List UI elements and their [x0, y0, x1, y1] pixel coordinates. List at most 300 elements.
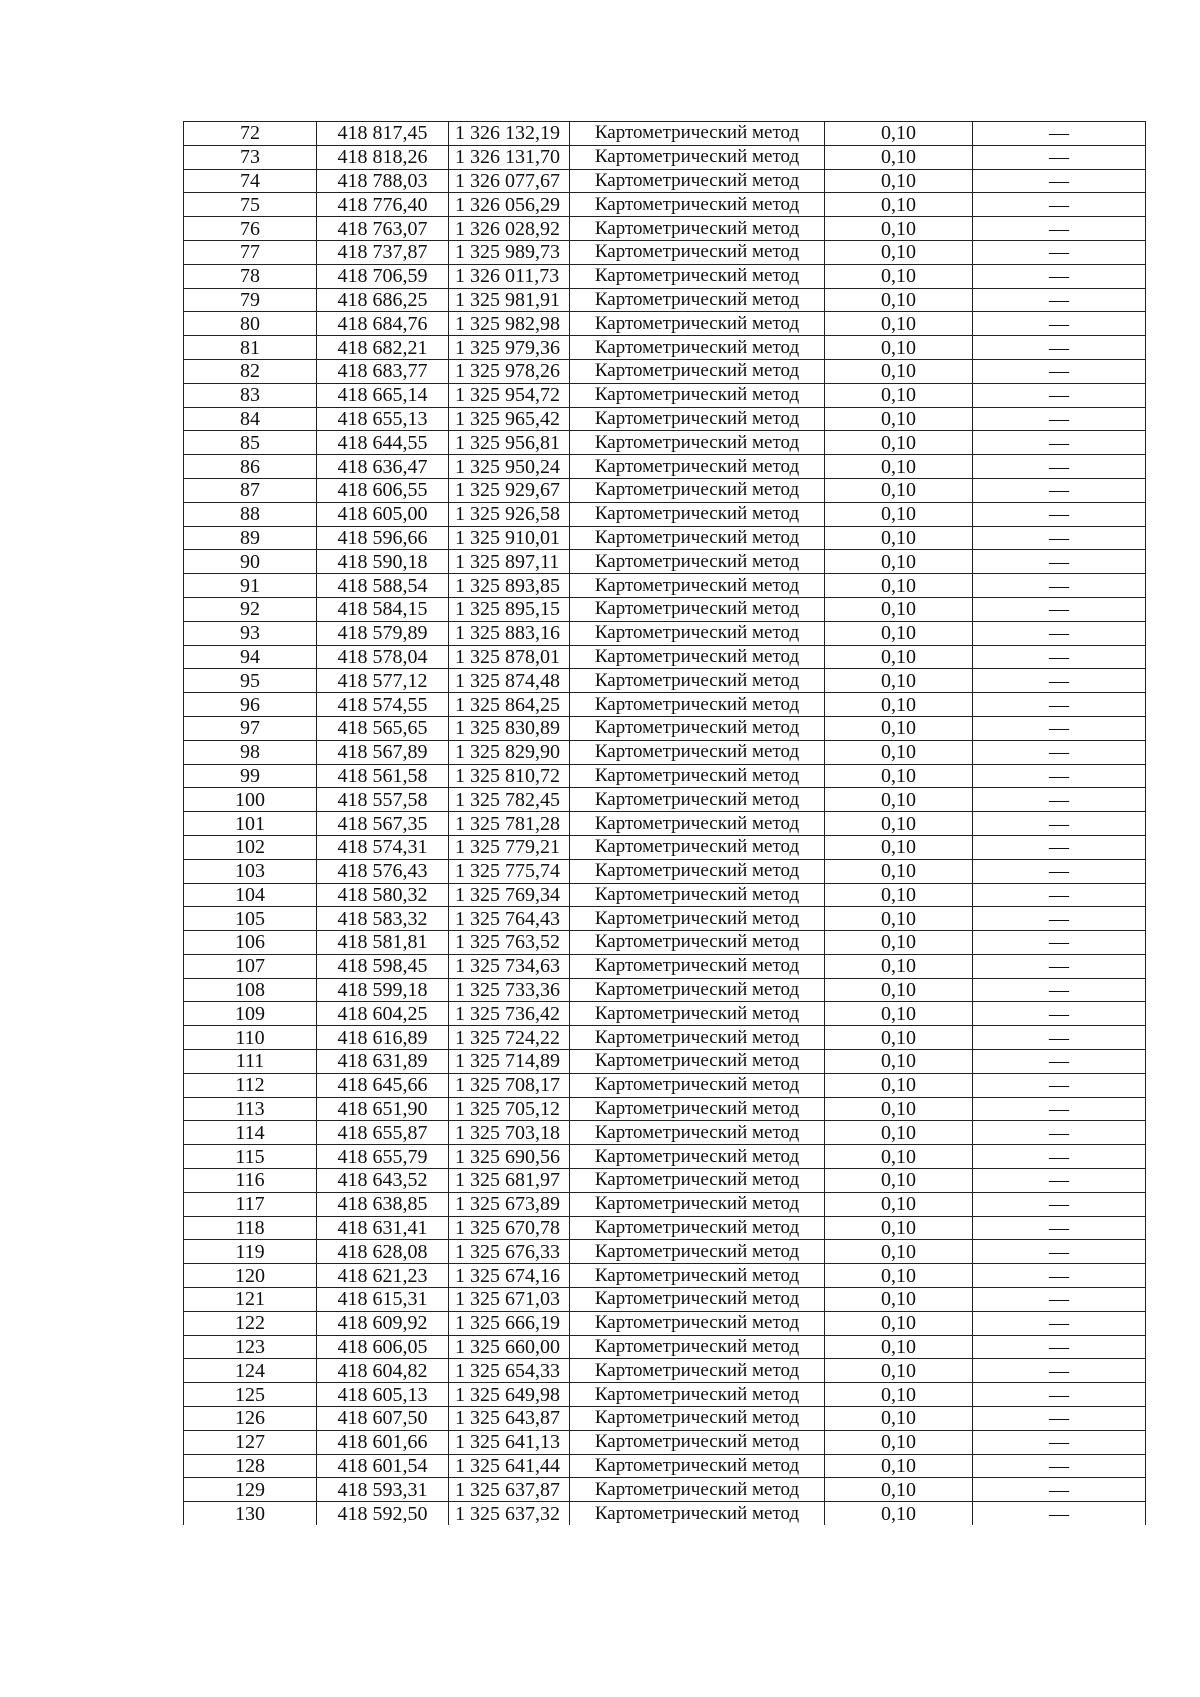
accuracy-cell: 0,10 [825, 574, 973, 598]
point-number-cell: 111 [184, 1050, 317, 1074]
y-coordinate-cell: 1 325 674,16 [449, 1264, 570, 1288]
method-cell: Картометрический метод [570, 931, 825, 955]
note-cell: — [973, 550, 1146, 574]
table-row [184, 954, 1146, 978]
y-coordinate-cell: 1 325 929,67 [449, 478, 570, 502]
method-cell: Картометрический метод [570, 288, 825, 312]
accuracy-cell: 0,10 [825, 1359, 973, 1383]
note-cell: — [973, 1454, 1146, 1478]
point-number-cell: 88 [184, 502, 317, 526]
x-coordinate-cell: 418 609,92 [317, 1311, 449, 1335]
accuracy-cell: 0,10 [825, 169, 973, 193]
table-row [184, 1050, 1146, 1074]
table-row [184, 1145, 1146, 1169]
x-coordinate-cell: 418 588,54 [317, 574, 449, 598]
table-row [184, 1407, 1146, 1431]
x-coordinate-cell: 418 601,66 [317, 1430, 449, 1454]
point-number-cell: 89 [184, 526, 317, 550]
accuracy-cell: 0,10 [825, 1264, 973, 1288]
x-coordinate-cell: 418 818,26 [317, 145, 449, 169]
point-number-cell: 81 [184, 336, 317, 360]
point-number-cell: 105 [184, 907, 317, 931]
x-coordinate-cell: 418 598,45 [317, 954, 449, 978]
x-coordinate-cell: 418 616,89 [317, 1026, 449, 1050]
x-coordinate-cell: 418 636,47 [317, 455, 449, 479]
y-coordinate-cell: 1 326 077,67 [449, 169, 570, 193]
method-cell: Картометрический метод [570, 383, 825, 407]
table-row [184, 169, 1146, 193]
y-coordinate-cell: 1 325 703,18 [449, 1121, 570, 1145]
x-coordinate-cell: 418 593,31 [317, 1478, 449, 1502]
point-number-cell: 98 [184, 740, 317, 764]
note-cell: — [973, 1002, 1146, 1026]
accuracy-cell: 0,10 [825, 716, 973, 740]
accuracy-cell: 0,10 [825, 1097, 973, 1121]
x-coordinate-cell: 418 631,89 [317, 1050, 449, 1074]
table-row [184, 812, 1146, 836]
method-cell: Картометрический метод [570, 1240, 825, 1264]
method-cell: Картометрический метод [570, 502, 825, 526]
note-cell: — [973, 502, 1146, 526]
note-cell: — [973, 1478, 1146, 1502]
y-coordinate-cell: 1 325 681,97 [449, 1169, 570, 1193]
note-cell: — [973, 217, 1146, 241]
accuracy-cell: 0,10 [825, 1407, 973, 1431]
y-coordinate-cell: 1 325 874,48 [449, 669, 570, 693]
table-row [184, 574, 1146, 598]
accuracy-cell: 0,10 [825, 954, 973, 978]
table-row [184, 122, 1146, 146]
accuracy-cell: 0,10 [825, 240, 973, 264]
x-coordinate-cell: 418 584,15 [317, 597, 449, 621]
y-coordinate-cell: 1 326 011,73 [449, 264, 570, 288]
point-number-cell: 124 [184, 1359, 317, 1383]
y-coordinate-cell: 1 326 028,92 [449, 217, 570, 241]
table-row [184, 1430, 1146, 1454]
accuracy-cell: 0,10 [825, 455, 973, 479]
accuracy-cell: 0,10 [825, 1288, 973, 1312]
point-number-cell: 75 [184, 193, 317, 217]
table-row [184, 431, 1146, 455]
method-cell: Картометрический метод [570, 1192, 825, 1216]
table-row [184, 1502, 1146, 1525]
y-coordinate-cell: 1 325 893,85 [449, 574, 570, 598]
table-row [184, 1359, 1146, 1383]
point-number-cell: 94 [184, 645, 317, 669]
table-row [184, 145, 1146, 169]
x-coordinate-cell: 418 578,04 [317, 645, 449, 669]
x-coordinate-cell: 418 601,54 [317, 1454, 449, 1478]
table-row [184, 264, 1146, 288]
table-row [184, 1454, 1146, 1478]
note-cell: — [973, 122, 1146, 146]
x-coordinate-cell: 418 737,87 [317, 240, 449, 264]
x-coordinate-cell: 418 817,45 [317, 122, 449, 146]
note-cell: — [973, 907, 1146, 931]
y-coordinate-cell: 1 325 810,72 [449, 764, 570, 788]
table-row [184, 1288, 1146, 1312]
method-cell: Картометрический метод [570, 788, 825, 812]
method-cell: Картометрический метод [570, 1145, 825, 1169]
x-coordinate-cell: 418 596,66 [317, 526, 449, 550]
y-coordinate-cell: 1 325 978,26 [449, 359, 570, 383]
table-row [184, 1216, 1146, 1240]
method-cell: Картометрический метод [570, 1264, 825, 1288]
point-number-cell: 87 [184, 478, 317, 502]
table-row [184, 1097, 1146, 1121]
accuracy-cell: 0,10 [825, 883, 973, 907]
table-row [184, 859, 1146, 883]
point-number-cell: 116 [184, 1169, 317, 1193]
note-cell: — [973, 526, 1146, 550]
accuracy-cell: 0,10 [825, 1430, 973, 1454]
y-coordinate-cell: 1 326 131,70 [449, 145, 570, 169]
point-number-cell: 91 [184, 574, 317, 598]
note-cell: — [973, 574, 1146, 598]
point-number-cell: 127 [184, 1430, 317, 1454]
accuracy-cell: 0,10 [825, 978, 973, 1002]
y-coordinate-cell: 1 325 733,36 [449, 978, 570, 1002]
method-cell: Картометрический метод [570, 1216, 825, 1240]
table-row [184, 407, 1146, 431]
method-cell: Картометрический метод [570, 740, 825, 764]
method-cell: Картометрический метод [570, 1407, 825, 1431]
y-coordinate-cell: 1 325 660,00 [449, 1335, 570, 1359]
table-row [184, 669, 1146, 693]
note-cell: — [973, 1407, 1146, 1431]
note-cell: — [973, 669, 1146, 693]
point-number-cell: 92 [184, 597, 317, 621]
y-coordinate-cell: 1 325 954,72 [449, 383, 570, 407]
method-cell: Картометрический метод [570, 1430, 825, 1454]
method-cell: Картометрический метод [570, 907, 825, 931]
y-coordinate-cell: 1 325 956,81 [449, 431, 570, 455]
y-coordinate-cell: 1 326 132,19 [449, 122, 570, 146]
x-coordinate-cell: 418 644,55 [317, 431, 449, 455]
x-coordinate-cell: 418 606,55 [317, 478, 449, 502]
y-coordinate-cell: 1 325 705,12 [449, 1097, 570, 1121]
table-row [184, 526, 1146, 550]
x-coordinate-cell: 418 684,76 [317, 312, 449, 336]
x-coordinate-cell: 418 788,03 [317, 169, 449, 193]
point-number-cell: 97 [184, 716, 317, 740]
y-coordinate-cell: 1 325 734,63 [449, 954, 570, 978]
point-number-cell: 104 [184, 883, 317, 907]
method-cell: Картометрический метод [570, 336, 825, 360]
note-cell: — [973, 193, 1146, 217]
note-cell: — [973, 145, 1146, 169]
note-cell: — [973, 883, 1146, 907]
y-coordinate-cell: 1 325 781,28 [449, 812, 570, 836]
note-cell: — [973, 1145, 1146, 1169]
x-coordinate-cell: 418 607,50 [317, 1407, 449, 1431]
accuracy-cell: 0,10 [825, 907, 973, 931]
y-coordinate-cell: 1 325 654,33 [449, 1359, 570, 1383]
y-coordinate-cell: 1 325 666,19 [449, 1311, 570, 1335]
x-coordinate-cell: 418 565,65 [317, 716, 449, 740]
accuracy-cell: 0,10 [825, 740, 973, 764]
table-row [184, 193, 1146, 217]
point-number-cell: 122 [184, 1311, 317, 1335]
accuracy-cell: 0,10 [825, 122, 973, 146]
method-cell: Картометрический метод [570, 550, 825, 574]
x-coordinate-cell: 418 643,52 [317, 1169, 449, 1193]
y-coordinate-cell: 1 325 883,16 [449, 621, 570, 645]
y-coordinate-cell: 1 325 671,03 [449, 1288, 570, 1312]
note-cell: — [973, 336, 1146, 360]
method-cell: Картометрический метод [570, 1478, 825, 1502]
point-number-cell: 120 [184, 1264, 317, 1288]
method-cell: Картометрический метод [570, 1002, 825, 1026]
point-number-cell: 113 [184, 1097, 317, 1121]
point-number-cell: 84 [184, 407, 317, 431]
x-coordinate-cell: 418 592,50 [317, 1502, 449, 1525]
accuracy-cell: 0,10 [825, 193, 973, 217]
method-cell: Картометрический метод [570, 1359, 825, 1383]
method-cell: Картометрический метод [570, 883, 825, 907]
y-coordinate-cell: 1 325 779,21 [449, 835, 570, 859]
method-cell: Картометрический метод [570, 574, 825, 598]
accuracy-cell: 0,10 [825, 621, 973, 645]
method-cell: Картометрический метод [570, 1169, 825, 1193]
x-coordinate-cell: 418 561,58 [317, 764, 449, 788]
table-row [184, 478, 1146, 502]
table-row [184, 383, 1146, 407]
note-cell: — [973, 240, 1146, 264]
y-coordinate-cell: 1 325 649,98 [449, 1383, 570, 1407]
point-number-cell: 115 [184, 1145, 317, 1169]
y-coordinate-cell: 1 325 690,56 [449, 1145, 570, 1169]
method-cell: Картометрический метод [570, 1121, 825, 1145]
accuracy-cell: 0,10 [825, 931, 973, 955]
point-number-cell: 107 [184, 954, 317, 978]
point-number-cell: 128 [184, 1454, 317, 1478]
method-cell: Картометрический метод [570, 764, 825, 788]
y-coordinate-cell: 1 325 643,87 [449, 1407, 570, 1431]
note-cell: — [973, 1335, 1146, 1359]
point-number-cell: 108 [184, 978, 317, 1002]
point-number-cell: 129 [184, 1478, 317, 1502]
x-coordinate-cell: 418 655,13 [317, 407, 449, 431]
accuracy-cell: 0,10 [825, 1502, 973, 1525]
point-number-cell: 85 [184, 431, 317, 455]
y-coordinate-cell: 1 325 830,89 [449, 716, 570, 740]
y-coordinate-cell: 1 325 714,89 [449, 1050, 570, 1074]
point-number-cell: 76 [184, 217, 317, 241]
accuracy-cell: 0,10 [825, 1169, 973, 1193]
y-coordinate-cell: 1 325 676,33 [449, 1240, 570, 1264]
accuracy-cell: 0,10 [825, 1192, 973, 1216]
method-cell: Картометрический метод [570, 978, 825, 1002]
note-cell: — [973, 312, 1146, 336]
y-coordinate-cell: 1 325 910,01 [449, 526, 570, 550]
accuracy-cell: 0,10 [825, 1002, 973, 1026]
note-cell: — [973, 1216, 1146, 1240]
table-row [184, 336, 1146, 360]
note-cell: — [973, 954, 1146, 978]
table-row [184, 597, 1146, 621]
y-coordinate-cell: 1 325 897,11 [449, 550, 570, 574]
point-number-cell: 86 [184, 455, 317, 479]
y-coordinate-cell: 1 325 829,90 [449, 740, 570, 764]
point-number-cell: 100 [184, 788, 317, 812]
table-row [184, 1311, 1146, 1335]
x-coordinate-cell: 418 763,07 [317, 217, 449, 241]
point-number-cell: 110 [184, 1026, 317, 1050]
note-cell: — [973, 1097, 1146, 1121]
point-number-cell: 74 [184, 169, 317, 193]
note-cell: — [973, 359, 1146, 383]
accuracy-cell: 0,10 [825, 312, 973, 336]
table-row [184, 359, 1146, 383]
point-number-cell: 121 [184, 1288, 317, 1312]
accuracy-cell: 0,10 [825, 1121, 973, 1145]
accuracy-cell: 0,10 [825, 478, 973, 502]
x-coordinate-cell: 418 574,55 [317, 693, 449, 717]
method-cell: Картометрический метод [570, 812, 825, 836]
y-coordinate-cell: 1 325 641,13 [449, 1430, 570, 1454]
note-cell: — [973, 1073, 1146, 1097]
method-cell: Картометрический метод [570, 1073, 825, 1097]
table-row [184, 693, 1146, 717]
table-row [184, 455, 1146, 479]
accuracy-cell: 0,10 [825, 1050, 973, 1074]
method-cell: Картометрический метод [570, 693, 825, 717]
x-coordinate-cell: 418 615,31 [317, 1288, 449, 1312]
note-cell: — [973, 1026, 1146, 1050]
point-number-cell: 95 [184, 669, 317, 693]
note-cell: — [973, 478, 1146, 502]
y-coordinate-cell: 1 325 982,98 [449, 312, 570, 336]
point-number-cell: 114 [184, 1121, 317, 1145]
x-coordinate-cell: 418 574,31 [317, 835, 449, 859]
accuracy-cell: 0,10 [825, 502, 973, 526]
point-number-cell: 103 [184, 859, 317, 883]
accuracy-cell: 0,10 [825, 835, 973, 859]
y-coordinate-cell: 1 325 724,22 [449, 1026, 570, 1050]
x-coordinate-cell: 418 621,23 [317, 1264, 449, 1288]
method-cell: Картометрический метод [570, 1502, 825, 1525]
accuracy-cell: 0,10 [825, 550, 973, 574]
y-coordinate-cell: 1 325 769,34 [449, 883, 570, 907]
method-cell: Картометрический метод [570, 455, 825, 479]
x-coordinate-cell: 418 631,41 [317, 1216, 449, 1240]
table-row [184, 621, 1146, 645]
note-cell: — [973, 1502, 1146, 1525]
table-row [184, 907, 1146, 931]
accuracy-cell: 0,10 [825, 1240, 973, 1264]
method-cell: Картометрический метод [570, 716, 825, 740]
note-cell: — [973, 621, 1146, 645]
method-cell: Картометрический метод [570, 1383, 825, 1407]
note-cell: — [973, 431, 1146, 455]
method-cell: Картометрический метод [570, 407, 825, 431]
method-cell: Картометрический метод [570, 264, 825, 288]
method-cell: Картометрический метод [570, 193, 825, 217]
point-number-cell: 93 [184, 621, 317, 645]
note-cell: — [973, 597, 1146, 621]
y-coordinate-cell: 1 325 950,24 [449, 455, 570, 479]
method-cell: Картометрический метод [570, 145, 825, 169]
accuracy-cell: 0,10 [825, 407, 973, 431]
point-number-cell: 123 [184, 1335, 317, 1359]
y-coordinate-cell: 1 325 763,52 [449, 931, 570, 955]
method-cell: Картометрический метод [570, 312, 825, 336]
point-number-cell: 101 [184, 812, 317, 836]
note-cell: — [973, 716, 1146, 740]
table-row [184, 931, 1146, 955]
y-coordinate-cell: 1 325 782,45 [449, 788, 570, 812]
method-cell: Картометрический метод [570, 954, 825, 978]
note-cell: — [973, 740, 1146, 764]
note-cell: — [973, 1383, 1146, 1407]
note-cell: — [973, 1311, 1146, 1335]
note-cell: — [973, 288, 1146, 312]
x-coordinate-cell: 418 706,59 [317, 264, 449, 288]
note-cell: — [973, 455, 1146, 479]
table-row [184, 1383, 1146, 1407]
x-coordinate-cell: 418 605,13 [317, 1383, 449, 1407]
accuracy-cell: 0,10 [825, 383, 973, 407]
y-coordinate-cell: 1 325 965,42 [449, 407, 570, 431]
x-coordinate-cell: 418 645,66 [317, 1073, 449, 1097]
x-coordinate-cell: 418 628,08 [317, 1240, 449, 1264]
y-coordinate-cell: 1 325 764,43 [449, 907, 570, 931]
x-coordinate-cell: 418 580,32 [317, 883, 449, 907]
x-coordinate-cell: 418 567,89 [317, 740, 449, 764]
table-row [184, 1073, 1146, 1097]
accuracy-cell: 0,10 [825, 764, 973, 788]
table-row [184, 288, 1146, 312]
point-number-cell: 99 [184, 764, 317, 788]
x-coordinate-cell: 418 579,89 [317, 621, 449, 645]
x-coordinate-cell: 418 590,18 [317, 550, 449, 574]
table-row [184, 1002, 1146, 1026]
note-cell: — [973, 264, 1146, 288]
accuracy-cell: 0,10 [825, 1454, 973, 1478]
accuracy-cell: 0,10 [825, 1026, 973, 1050]
note-cell: — [973, 693, 1146, 717]
accuracy-cell: 0,10 [825, 145, 973, 169]
x-coordinate-cell: 418 665,14 [317, 383, 449, 407]
note-cell: — [973, 931, 1146, 955]
y-coordinate-cell: 1 325 979,36 [449, 336, 570, 360]
method-cell: Картометрический метод [570, 1097, 825, 1121]
y-coordinate-cell: 1 325 673,89 [449, 1192, 570, 1216]
y-coordinate-cell: 1 325 878,01 [449, 645, 570, 669]
point-number-cell: 83 [184, 383, 317, 407]
accuracy-cell: 0,10 [825, 336, 973, 360]
x-coordinate-cell: 418 604,82 [317, 1359, 449, 1383]
table-row [184, 788, 1146, 812]
x-coordinate-cell: 418 655,79 [317, 1145, 449, 1169]
accuracy-cell: 0,10 [825, 669, 973, 693]
accuracy-cell: 0,10 [825, 217, 973, 241]
note-cell: — [973, 978, 1146, 1002]
point-number-cell: 82 [184, 359, 317, 383]
point-number-cell: 125 [184, 1383, 317, 1407]
accuracy-cell: 0,10 [825, 1145, 973, 1169]
x-coordinate-cell: 418 583,32 [317, 907, 449, 931]
x-coordinate-cell: 418 638,85 [317, 1192, 449, 1216]
table-row [184, 550, 1146, 574]
accuracy-cell: 0,10 [825, 1383, 973, 1407]
note-cell: — [973, 1240, 1146, 1264]
x-coordinate-cell: 418 581,81 [317, 931, 449, 955]
method-cell: Картометрический метод [570, 217, 825, 241]
coordinates-table [183, 121, 1146, 1525]
table-row [184, 1240, 1146, 1264]
